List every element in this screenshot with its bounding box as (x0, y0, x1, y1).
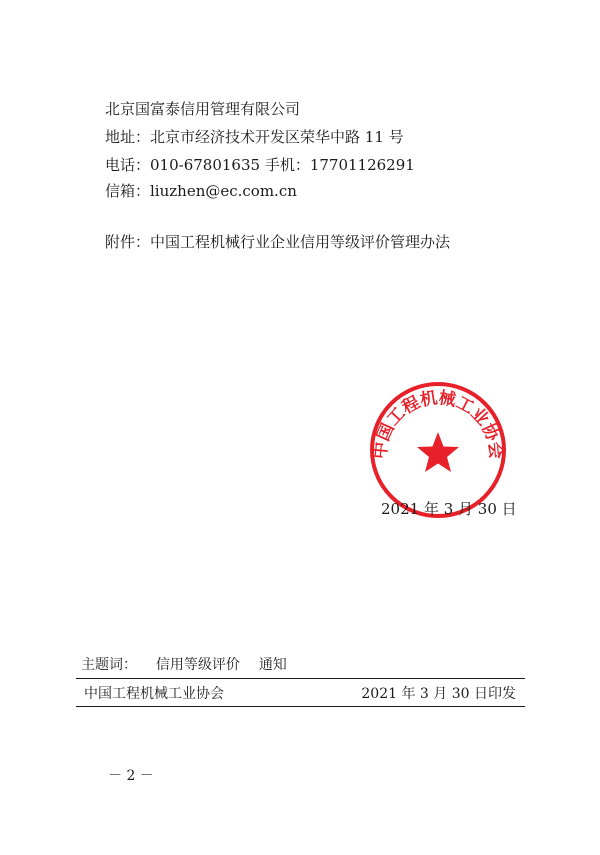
keywords-line (81, 655, 287, 675)
attachment-line: 附件：中国工程机械行业企业信用等级评价管理办法 (105, 233, 451, 251)
seal-star-icon (417, 432, 459, 472)
email-line: 信箱：liuzhen@ec.com.cn (105, 182, 297, 200)
footer-org: 中国工程机械工业协会 (84, 686, 224, 702)
seal-text: 中国工程机械工业协会 (370, 388, 506, 460)
keyword-term: 通知 (258, 657, 287, 673)
footer-date: 2021 年 3 月 30 日印发 (361, 686, 516, 702)
company-name: 北京国富泰信用管理有限公司 (105, 100, 301, 118)
divider-bottom (76, 706, 525, 707)
phone-line: 电话：010-67801635 手机：17701126291 (105, 156, 415, 174)
keyword-term: 信用等级评价 (155, 657, 240, 673)
page-number: － 2 － (108, 768, 154, 784)
address-line: 地址：北京市经济技术开发区荣华中路 11 号 (105, 128, 404, 146)
keywords-label: 主题词： (81, 657, 137, 673)
divider-top (76, 678, 525, 679)
sign-date: 2021 年 3 月 30 日 (381, 500, 517, 518)
